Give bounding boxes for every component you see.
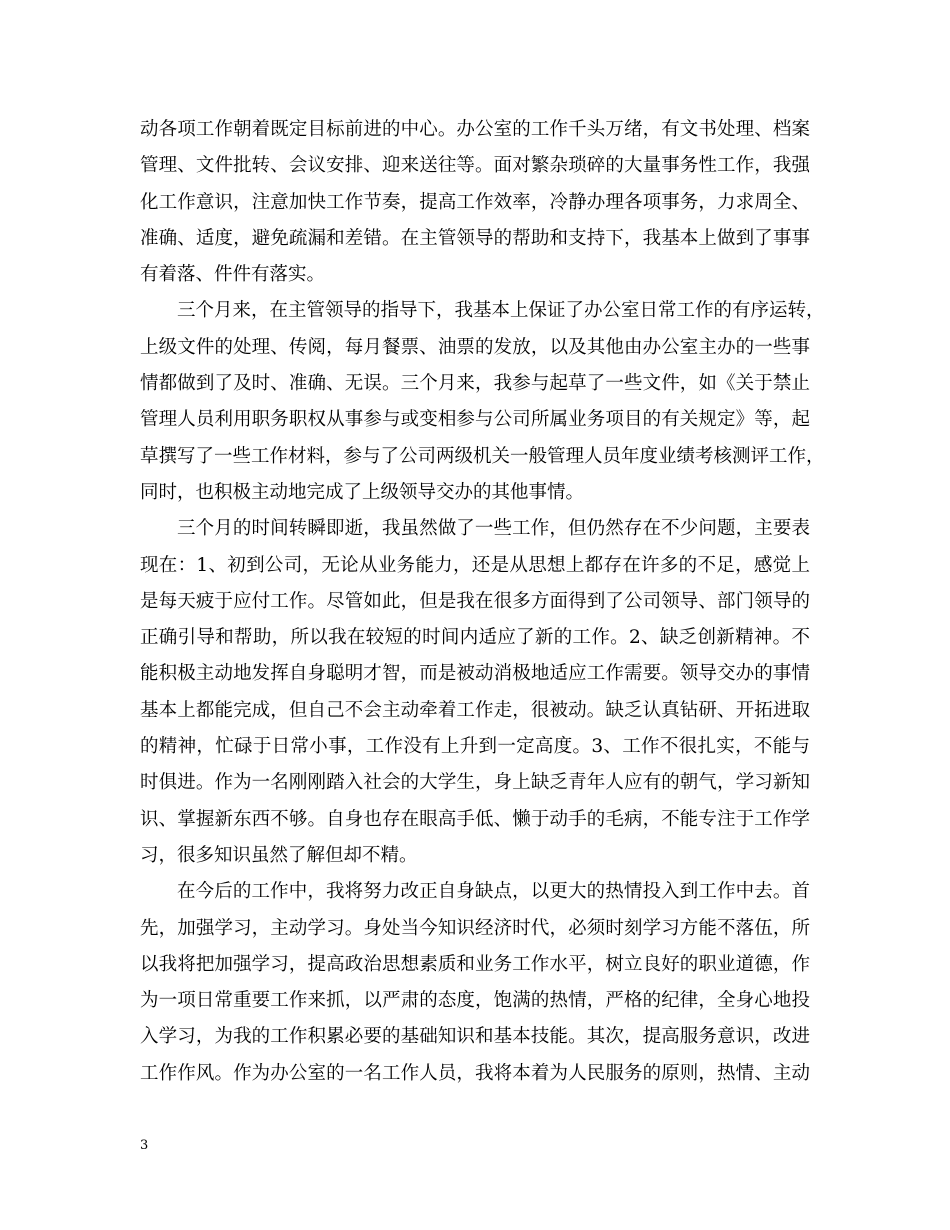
page-number: 3: [140, 1138, 149, 1153]
text-line: 习，很多知识虽然了解但却不精。: [140, 844, 418, 866]
text-line: 上级文件的处理、传阅，每月餐票、油票的发放，以及其他由办公室主办的一些事: [140, 336, 810, 358]
text-line: 化工作意识，注意加快工作节奏，提高工作效率，冷静办理各项事务，力求周全、: [140, 191, 810, 213]
text-line: 情都做到了及时、准确、无误。三个月来，我参与起草了一些文件，如《关于禁止: [140, 373, 810, 395]
text-line: 入学习，为我的工作积累必要的基础知识和基本技能。其次，提高服务意识，改进: [140, 1026, 810, 1048]
text-line: 现在：1、初到公司，无论从业务能力，还是从思想上都存在许多的不足，感觉上: [140, 554, 810, 576]
text-line: 管理、文件批转、会议安排、迎来送往等。面对繁杂琐碎的大量事务性工作，我强: [140, 155, 810, 177]
text-line: 同时，也积极主动地完成了上级领导交办的其他事情。: [140, 481, 585, 503]
text-line: 基本上都能完成，但自己不会主动牵着工作走，很被动。缺乏认真钻研、开拓进取: [140, 699, 810, 721]
text-line: 在今后的工作中，我将努力改正自身缺点，以更大的热情投入到工作中去。首: [177, 881, 810, 903]
text-line: 以我将把加强学习，提高政治思想素质和业务工作水平，树立良好的职业道德，作: [140, 953, 810, 975]
text-line: 为一项日常重要工作来抓，以严肃的态度，饱满的热情，严格的纪律，全身心地投: [140, 990, 810, 1012]
text-line: 管理人员利用职务职权从事参与或变相参与公司所属业务项目的有关规定》等，起: [140, 409, 810, 431]
text-line: 工作作风。作为办公室的一名工作人员，我将本着为人民服务的原则，热情、主动: [140, 1062, 810, 1084]
body-text: [140, 112, 825, 1092]
text-line: 三个月来，在主管领导的指导下，我基本上保证了办公室日常工作的有序运转，: [177, 300, 825, 322]
text-line: 准确、适度，避免疏漏和差错。在主管领导的帮助和支持下，我基本上做到了事事: [140, 227, 810, 249]
text-line: 正确引导和帮助，所以我在较短的时间内适应了新的工作。2、缺乏创新精神。不: [140, 627, 810, 649]
text-line: 先，加强学习，主动学习。身处当今知识经济时代，必须时刻学习方能不落伍，所: [140, 917, 810, 939]
text-line: 动各项工作朝着既定目标前进的中心。办公室的工作千头万绪，有文书处理、档案: [140, 119, 810, 140]
text-line: 的精神，忙碌于日常小事，工作没有上升到一定高度。3、工作不很扎实，不能与: [140, 736, 810, 758]
text-line: 能积极主动地发挥自身聪明才智，而是被动消极地适应工作需要。领导交办的事情: [140, 663, 810, 685]
text-line: 识、掌握新东西不够。自身也存在眼高手低、懒于动手的毛病，不能专注于工作学: [140, 808, 810, 830]
text-line: 草撰写了一些工作材料，参与了公司两级机关一般管理人员年度业绩考核测评工作，: [140, 445, 825, 467]
text-line: 是每天疲于应付工作。尽管如此，但是我在很多方面得到了公司领导、部门领导的: [140, 590, 810, 612]
text-line: 有着落、件件有落实。: [140, 264, 326, 286]
text-line: 三个月的时间转瞬即逝，我虽然做了一些工作，但仍然存在不少问题，主要表: [177, 518, 810, 540]
text-line: 时俱进。作为一名刚刚踏入社会的大学生，身上缺乏青年人应有的朝气，学习新知: [140, 772, 810, 794]
